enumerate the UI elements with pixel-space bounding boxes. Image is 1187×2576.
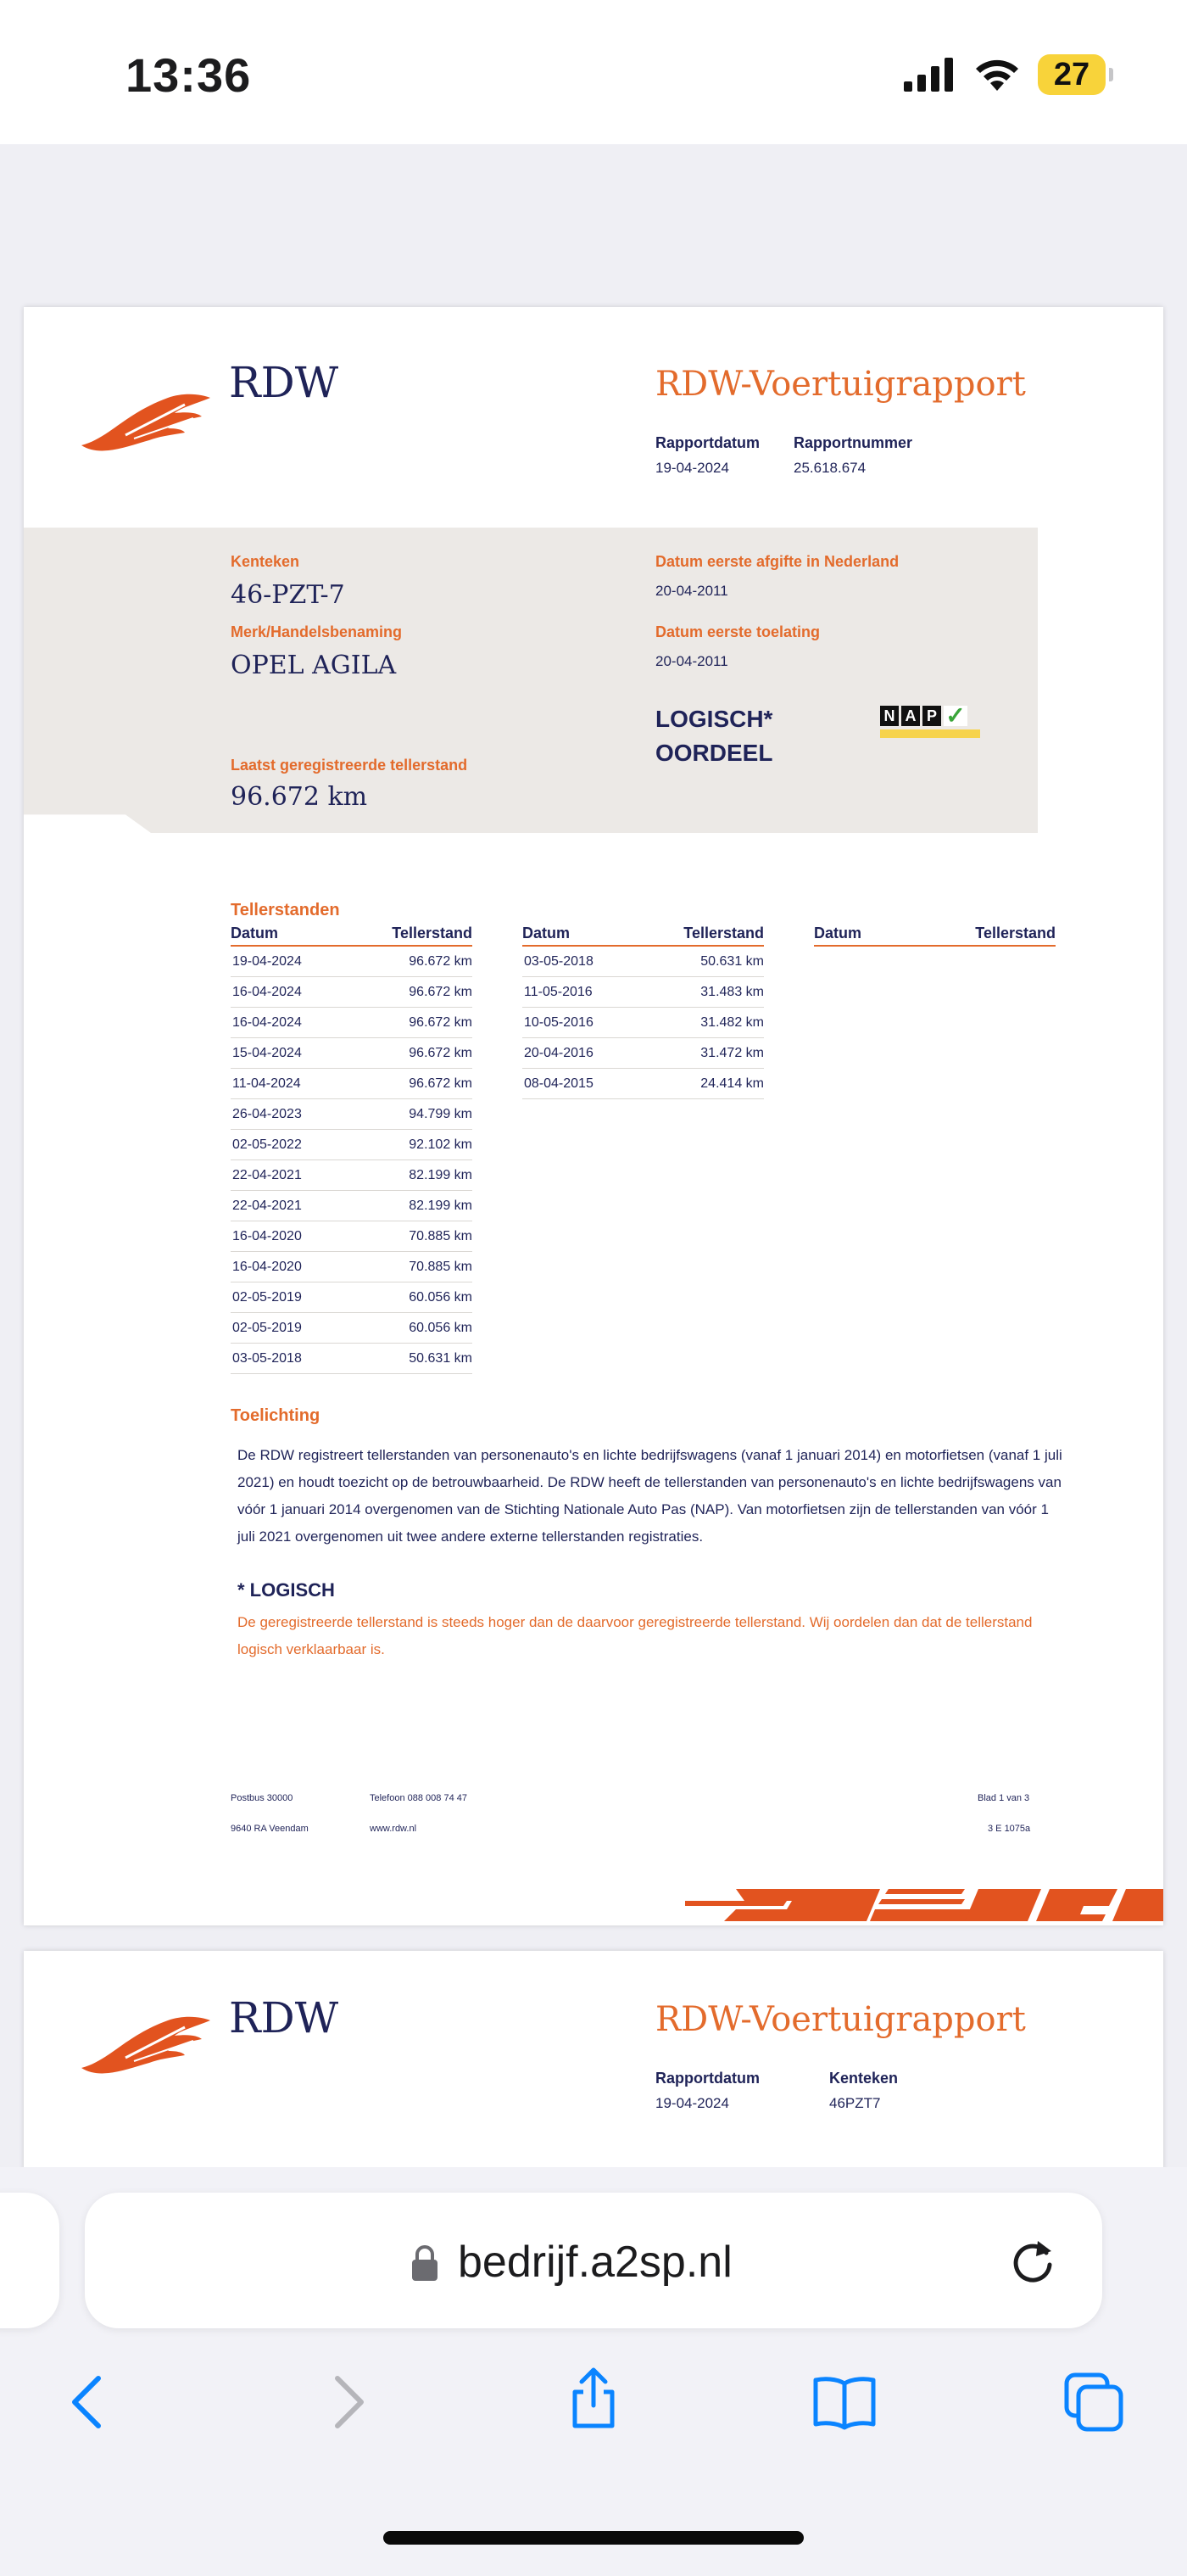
meta-value-rapportdatum: 19-04-2024 xyxy=(655,2095,729,2111)
address-bar-url[interactable]: bedrijf.a2sp.nl xyxy=(458,2238,733,2287)
meta-value-rapportdatum: 19-04-2024 xyxy=(655,460,729,476)
tellerstand-value: 96.672 km xyxy=(231,782,368,812)
kenteken-value: 46-PZT-7 xyxy=(231,580,345,610)
toelichting-text: De RDW registreert tellerstanden van personenauto's en lichte bedrijfswagens (vanaf 1 januari 2014) en motorfietsen (vanaf 1 juli 2021) en houdt toezicht op de betrouwbaarheid. De RDW heeft de tellerstanden van personenauto's en lichte bedrijfswagens van vóór 1 januari 2014 overgenomen van de Stichting Nationale Auto Pas (NAP). Van motorfietsen zijn de tellerstanden van vóór 1 juli 2021 overgenomen uit twee andere externe tellerstanden registraties. xyxy=(237,1447,1062,1545)
meta-value-rapportnummer: 25.618.674 xyxy=(794,460,867,476)
table-row xyxy=(231,1160,472,1191)
reading-date: 10-05-2016 xyxy=(524,1015,594,1030)
reading-value: 96.672 km xyxy=(409,1015,472,1030)
rdw-stripes-decoration xyxy=(685,1880,1163,1925)
col-date-header: Datum xyxy=(231,925,279,942)
reading-date: 16-04-2020 xyxy=(232,1229,302,1243)
back-icon[interactable] xyxy=(56,2368,124,2436)
toelating-label: Datum eerste toelating xyxy=(655,623,821,640)
reading-value: 92.102 km xyxy=(409,1137,472,1152)
tellerstanden-title: Tellerstanden xyxy=(231,901,340,919)
reading-value: 31.483 km xyxy=(700,985,764,999)
kenteken-label: Kenteken xyxy=(231,553,300,570)
status-time: 13:36 xyxy=(125,48,252,102)
meta-label-rapportdatum: Rapportdatum xyxy=(655,434,760,451)
table-row xyxy=(522,1069,764,1099)
table-row xyxy=(522,1038,764,1069)
status-bar xyxy=(0,0,1187,144)
footer-blad: Blad 1 van 3 xyxy=(978,1793,1030,1803)
reading-value: 96.672 km xyxy=(409,1046,472,1060)
battery-indicator: 27 xyxy=(1038,54,1106,95)
footer-postbus: Postbus 30000 xyxy=(231,1793,293,1803)
vehicle-summary-box xyxy=(24,528,1038,833)
merk-label: Merk/Handelsbenaming xyxy=(231,623,403,640)
reading-value: 82.199 km xyxy=(409,1168,472,1182)
report-page-2 xyxy=(24,1951,1163,2171)
reading-value: 96.672 km xyxy=(409,1076,472,1091)
col-value-header: Tellerstand xyxy=(683,925,764,942)
verdict-line-2: OORDEEL xyxy=(655,740,773,766)
reading-date: 03-05-2018 xyxy=(524,954,594,969)
merk-value: OPEL AGILA xyxy=(231,651,397,680)
tabs-icon[interactable] xyxy=(1060,2368,1128,2436)
reading-value: 96.672 km xyxy=(409,985,472,999)
reading-value: 96.672 km xyxy=(409,954,472,969)
bookmarks-icon[interactable] xyxy=(811,2368,878,2436)
meta-label-rapportdatum: Rapportdatum xyxy=(655,2070,760,2087)
table-row xyxy=(231,1221,472,1252)
reading-date: 16-04-2020 xyxy=(232,1260,302,1274)
report-title: RDW-Voertuigrapport xyxy=(655,365,1026,404)
forward-icon[interactable] xyxy=(312,2368,380,2436)
readings-column-3-header xyxy=(814,925,1056,947)
status-icons xyxy=(902,54,1106,95)
report-page-1 xyxy=(24,307,1163,1925)
footer-postcode: 9640 RA Veendam xyxy=(231,1824,309,1834)
table-row xyxy=(522,977,764,1008)
readings-column-2 xyxy=(522,925,764,1099)
reading-date: 11-05-2016 xyxy=(524,985,593,999)
reading-value: 60.056 km xyxy=(409,1321,472,1335)
meta-label-rapportnummer: Rapportnummer xyxy=(794,434,913,451)
reading-value: 31.482 km xyxy=(700,1015,764,1030)
reading-date: 16-04-2024 xyxy=(232,1015,302,1030)
reading-value: 94.799 km xyxy=(409,1107,472,1121)
table-row xyxy=(231,1313,472,1344)
toelating-value: 20-04-2011 xyxy=(655,653,728,669)
brand-name: RDW xyxy=(229,358,339,407)
table-row xyxy=(522,1008,764,1038)
reading-date: 02-05-2022 xyxy=(232,1137,302,1152)
table-row xyxy=(231,1099,472,1130)
table-row xyxy=(231,1191,472,1221)
afgifte-label: Datum eerste afgifte in Nederland xyxy=(655,553,900,570)
wifi-icon xyxy=(973,57,1021,92)
verdict-line-1: LOGISCH* xyxy=(655,706,773,732)
meta-value-kenteken: 46PZT7 xyxy=(829,2095,881,2111)
col-value-header: Tellerstand xyxy=(392,925,472,942)
reload-icon[interactable] xyxy=(1006,2234,1060,2288)
table-row xyxy=(231,1344,472,1374)
lock-icon xyxy=(410,2244,439,2283)
reading-value: 31.472 km xyxy=(700,1046,764,1060)
reading-value: 82.199 km xyxy=(409,1199,472,1213)
nap-logo-icon: N A P ✓ xyxy=(880,706,967,726)
table-row xyxy=(231,947,472,977)
table-row xyxy=(231,1038,472,1069)
table-row xyxy=(231,1130,472,1160)
reading-date: 26-04-2023 xyxy=(232,1107,302,1121)
readings-column-2-header xyxy=(522,925,764,947)
table-row xyxy=(231,1252,472,1282)
rdw-logo-icon xyxy=(75,379,219,472)
readings-rows-2 xyxy=(522,947,764,1099)
readings-column-3 xyxy=(814,925,1056,947)
reading-value: 24.414 km xyxy=(700,1076,764,1091)
rdw-logo-icon xyxy=(75,2002,219,2095)
brand-name: RDW xyxy=(229,1993,339,2042)
home-indicator[interactable] xyxy=(383,2531,804,2545)
footer-web: www.rdw.nl xyxy=(370,1824,417,1834)
reading-date: 22-04-2021 xyxy=(232,1168,302,1182)
verdict xyxy=(655,702,772,770)
reading-value: 50.631 km xyxy=(409,1351,472,1366)
footer-code: 3 E 1075a xyxy=(988,1824,1031,1834)
col-date-header: Datum xyxy=(814,925,862,942)
logisch-text: De geregistreerde tellerstand is steeds hoger dan de daarvoor geregistreerde tellerstand. Wij oordelen dan dat de tellerstand logisch verklaarbaar is. xyxy=(237,1614,1033,1657)
reading-date: 02-05-2019 xyxy=(232,1290,302,1305)
readings-rows-1 xyxy=(231,947,472,1374)
reading-date: 02-05-2019 xyxy=(232,1321,302,1335)
meta-label-kenteken: Kenteken xyxy=(829,2070,899,2087)
reading-date: 19-04-2024 xyxy=(232,954,302,969)
reading-date: 11-04-2024 xyxy=(232,1076,301,1091)
reading-date: 20-04-2016 xyxy=(524,1046,594,1060)
tellerstand-label: Laatst geregistreerde tellerstand xyxy=(231,757,468,774)
table-row xyxy=(231,1008,472,1038)
toelichting-title: Toelichting xyxy=(231,1406,320,1425)
reading-date: 08-04-2015 xyxy=(524,1076,594,1091)
previous-tab-edge[interactable] xyxy=(0,2193,59,2328)
reading-date: 15-04-2024 xyxy=(232,1046,302,1060)
nap-logo-underline xyxy=(880,729,980,738)
reading-value: 70.885 km xyxy=(409,1260,472,1274)
table-row xyxy=(231,977,472,1008)
afgifte-value: 20-04-2011 xyxy=(655,583,728,599)
table-row xyxy=(231,1282,472,1313)
footer-telefoon: Telefoon 088 008 74 47 xyxy=(370,1793,467,1803)
col-date-header: Datum xyxy=(522,925,571,942)
report-title: RDW-Voertuigrapport xyxy=(655,2000,1026,2039)
reading-value: 60.056 km xyxy=(409,1290,472,1305)
reading-value: 70.885 km xyxy=(409,1229,472,1243)
readings-column-1 xyxy=(231,925,472,1374)
reading-date: 16-04-2024 xyxy=(232,985,302,999)
reading-value: 50.631 km xyxy=(700,954,764,969)
logisch-title: * LOGISCH xyxy=(237,1579,335,1601)
table-row xyxy=(231,1069,472,1099)
share-icon[interactable] xyxy=(560,2363,627,2431)
reading-date: 22-04-2021 xyxy=(232,1199,302,1213)
table-row xyxy=(522,947,764,977)
readings-column-1-header xyxy=(231,925,472,947)
col-value-header: Tellerstand xyxy=(975,925,1056,942)
signal-icon xyxy=(902,58,956,92)
reading-date: 03-05-2018 xyxy=(232,1351,302,1366)
